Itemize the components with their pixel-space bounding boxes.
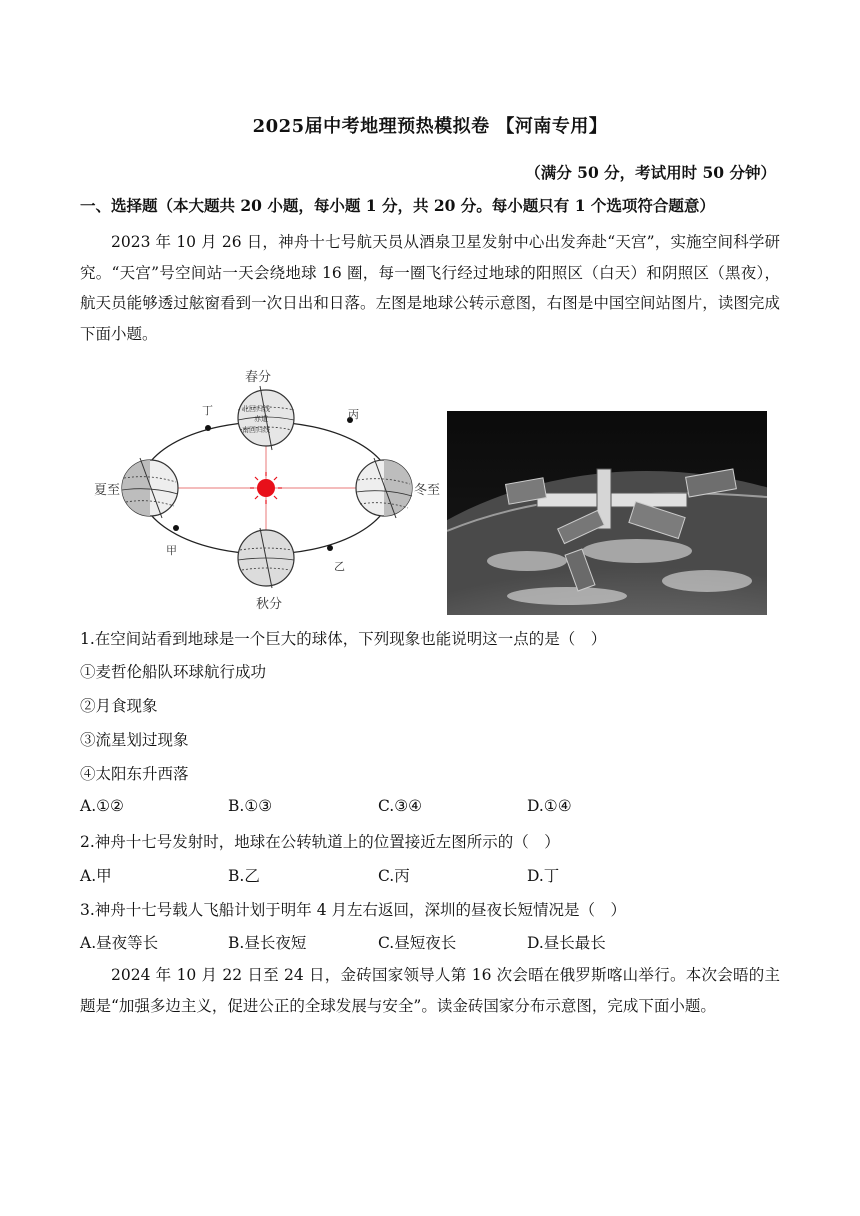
svg-text:南回归线: 南回归线 — [242, 426, 270, 434]
q1-option-d[interactable]: D.①④ — [527, 797, 572, 815]
earth-revolution-diagram — [84, 360, 444, 618]
label-autumn: 秋分 — [256, 597, 283, 612]
q2-option-a[interactable]: A.甲 — [80, 867, 112, 885]
label-bing: 丙 — [348, 408, 359, 421]
globe-winter-solstice — [356, 458, 412, 518]
q2-option-b[interactable]: B.乙 — [228, 867, 260, 885]
passage-2: 2024 年 10 月 22 日至 24 日，金砖国家领导人第 16 次会晤在俄罗斯喀山举行。本次会晤的主题是“加强多边主义，促进公正的全球发展与安全”。读金砖国家分布示意图，完成下面小题。 — [80, 966, 780, 1015]
q2-stem: 2.神舟十七号发射时，地球在公转轨道上的位置接近左图所示的（ ） — [80, 833, 560, 851]
space-station-photo — [447, 411, 767, 615]
exam-title: 2025届中考地理预热模拟卷 【河南专用】 — [252, 116, 608, 137]
globe-autumn-equinox — [238, 528, 294, 588]
section-heading: 一、选择题（本大题共 20 小题，每小题 1 分，共 20 分。每小题只有 1 个选项符合题意） — [80, 196, 715, 215]
q1-option-a[interactable]: A.①② — [80, 797, 124, 815]
q1-item-2: ②月食现象 — [80, 697, 158, 715]
label-yi: 乙 — [334, 560, 345, 573]
q1-stem: 1.在空间站看到地球是一个巨大的球体，下列现象也能说明这一点的是（ ） — [80, 630, 607, 648]
q3-stem: 3.神舟十七号载人飞船计划于明年 4 月左右返回，深圳的昼夜长短情况是（ ） — [80, 901, 627, 919]
q3-option-a[interactable]: A.昼夜等长 — [80, 934, 159, 952]
q2-option-d[interactable]: D.丁 — [527, 867, 560, 885]
q3-option-b[interactable]: B.昼长夜短 — [228, 934, 307, 952]
q1-item-4: ④太阳东升西落 — [80, 765, 189, 783]
label-winter: 冬至 — [414, 483, 441, 498]
q1-item-1: ①麦哲伦船队环球航行成功 — [80, 663, 267, 681]
svg-text:北回归线: 北回归线 — [242, 405, 270, 413]
q1-item-3: ③流星划过现象 — [80, 731, 189, 749]
globe-spring-equinox — [238, 386, 294, 450]
q3-option-d[interactable]: D.昼长最长 — [527, 934, 606, 952]
passage-1: 2023 年 10 月 26 日，神舟十七号航天员从酒泉卫星发射中心出发奔赴“天宫”，实施空间科学研究。“天宫”号空间站一天会绕地球 16 圈，每一圈飞行经过地球的阳照区（白天）和阴照区（黑夜），航天员能够透过舷窗看到一次日出和日落。左图是地球公转示意图，右图是中国空间站图片，读图完成下面小题。 — [80, 233, 780, 343]
q1-option-c[interactable]: C.③④ — [378, 797, 423, 815]
score-note: （满分 50 分，考试用时 50 分钟） — [525, 163, 776, 182]
q1-option-b[interactable]: B.①③ — [228, 797, 273, 815]
label-ding: 丁 — [202, 404, 213, 417]
label-spring: 春分 — [245, 370, 272, 385]
q3-option-c[interactable]: C.昼短夜长 — [378, 934, 457, 952]
globe-summer-solstice — [122, 458, 178, 518]
label-summer: 夏至 — [94, 483, 121, 498]
svg-text:赤道: 赤道 — [254, 415, 268, 423]
dot-yi — [327, 545, 333, 551]
dot-jia — [173, 525, 179, 531]
dot-ding — [205, 425, 211, 431]
label-jia: 甲 — [166, 544, 177, 557]
q2-option-c[interactable]: C.丙 — [378, 867, 410, 885]
